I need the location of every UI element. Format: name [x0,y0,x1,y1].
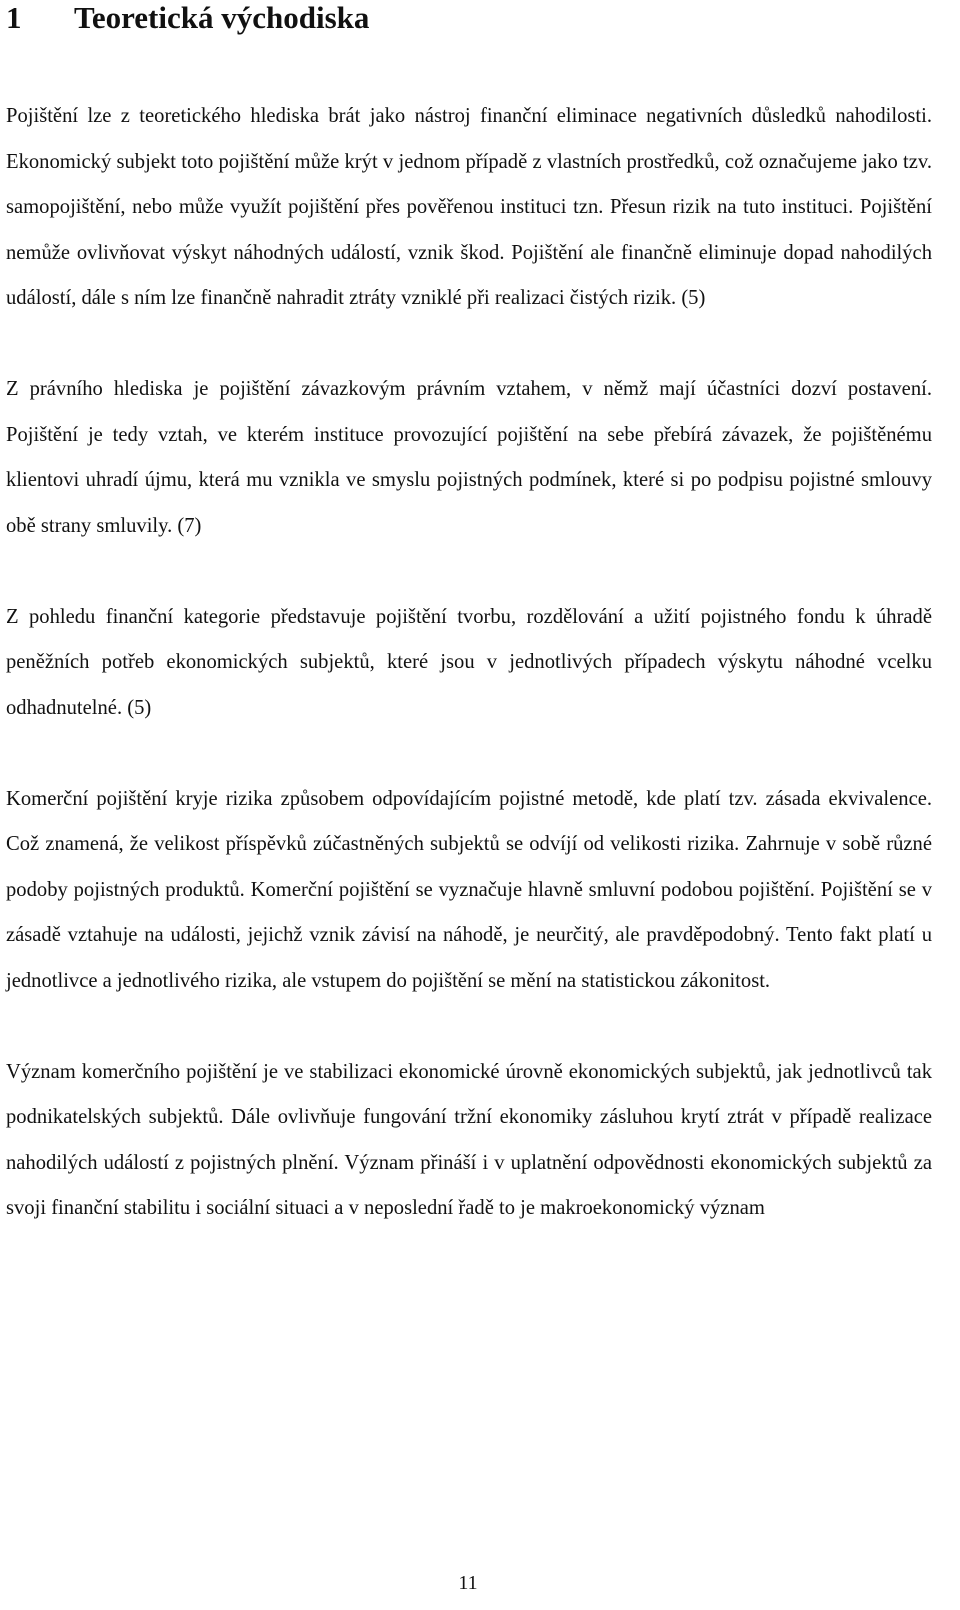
paragraph-significance: Význam komerčního pojištění je ve stabilizaci ekonomické úrovně ekonomických subjektů, jak jednotlivců tak podnikatelských subjektů. Dále ovlivňuje fungování tržní ekonomiky zásluhou krytí ztrát v případě realizace nahodilých událostí z pojistných plnění. Význam přináší i v uplatnění odpovědnosti ekonomických subjektů za svoji finanční stabilitu i sociální situaci a v neposlední řadě to je makroekonomický význam [6,1060,932,1219]
page-number: 11 [458,1572,478,1594]
paragraph-financial-view: Z pohledu finanční kategorie představuje pojištění tvorbu, rozdělování a užití pojistného fondu k úhradě peněžních potřeb ekonomických subjektů, které jsou v jednotlivých případech výskytu náhodné vcelku odhadnutelné. (5) [6,605,932,719]
chapter-heading [6,0,369,36]
chapter-title: Teoretická východiska [74,0,370,35]
paragraph-commercial-insurance: Komerční pojištění kryje rizika způsobem odpovídajícím pojistné metodě, kde platí tzv. zásada ekvivalence. Což znamená, že velikost příspěvků zúčastněných subjektů se odvíjí od velikosti rizika. Zahrnuje v sobě různé podoby pojistných produktů. Komerční pojištění se vyznačuje hlavně smluvní podobou pojištění. Pojištění se v zásadě vztahuje na události, jejichž vznik závisí na náhodě, je neurčitý, ale pravděpodobný. Tento fakt platí u jednotlivce a jednotlivého rizika, ale vstupem do pojištění se mění na statistickou zákonitost. [6,787,932,992]
chapter-number: 1 [6,0,22,35]
paragraph-legal-view: Z právního hlediska je pojištění závazkovým právním vztahem, v němž mají účastníci dozví postavení. Pojištění je tedy vztah, ve kterém instituce provozující pojištění na sebe přebírá závazek, že pojištěnému klientovi uhradí újmu, která mu vznikla ve smyslu pojistných podmínek, které si po podpisu pojistné smlouvy obě strany smluvily. (7) [6,378,932,537]
paragraph-definition: Pojištění lze z teoretického hlediska brát jako nástroj finanční eliminace negativních důsledků nahodilosti. Ekonomický subjekt toto pojištění může krýt v jednom případě z vlastních prostředků, což označujeme jako tzv. samopojištění, nebo může využít pojištění přes pověřenou instituci tzn. Přesun rizik na tuto instituci. Pojištění nemůže ovlivňovat výskyt náhodných událostí, vznik škod. Pojištění ale finančně eliminuje dopad nahodilých událostí, dále s ním lze finančně nahradit ztráty vzniklé při realizaci čistých rizik. (5) [6,105,932,309]
chapter-body [6,94,932,1277]
